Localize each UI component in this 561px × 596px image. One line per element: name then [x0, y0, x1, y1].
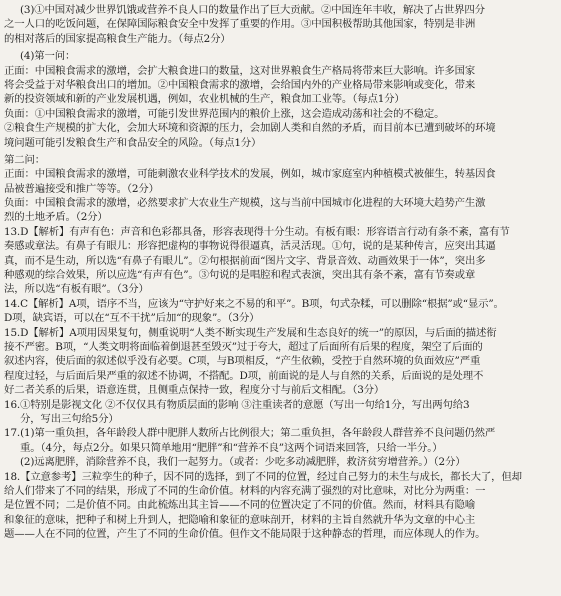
- text-line: 16.①特别是影视文化 ②不仅仅具有物质层面的影响 ③注重读者的意愿（写出一句给1分，写出两句给3: [4, 398, 470, 411]
- text-line: 负面：中国粮食需求的激增，必然要求扩大农业生产规模，这与当前中国城市化进程的大环境大趋势产生激: [4, 197, 486, 210]
- text-line: 15.D【解析】A项用因果复句，侧重说明“人类不断实现生产发展和生态良好的统一”的原因，与后面的描述衔: [4, 326, 497, 339]
- text-line: 之一人口的吃饭问题，在保障国际粮食安全中发挥了重要的作用。③中国积极帮助其他国家，特别是非洲: [4, 18, 476, 31]
- text-line: 新的投资领域和新的产业发展机遇，例如，农业机械的生产，粮食加工业等。（每点1分）: [4, 93, 405, 106]
- text-line: 将会受益于对华粮食出口的增加。②中国粮食需求的激增，会给国内外的产业格局带来影响或变化，带来: [4, 78, 476, 91]
- text-line: 重。（4分，每点2分。如果只简单地用“肥胖”和“营养不良”这两个词语来回答，只给一半分。）: [20, 441, 443, 454]
- text-line: 14.C【解析】A项，语序不当，应该为“守护好来之不易的和平”。B项，句式杂糅，可以删除“根据”或“显示”。: [4, 297, 504, 310]
- text-line: 正面：中国粮食需求的激增，可能刺激农业科学技术的发展，例如，城市家庭室内种植模式被催生，转基因食: [4, 168, 496, 181]
- text-line: 烈的土地矛盾。（2分）: [4, 211, 108, 224]
- text-line: 和象征的意味，把种子和树上升到人，把隐喻和象征的意味剖开，材料的主旨自然就升华为文章的中心主: [4, 513, 476, 526]
- text-line: D项，缺宾语，可以在“互不干扰”后加“的现象”。（3分）: [4, 312, 260, 325]
- text-line: 法，所以选“有板有眼”。（3分）: [4, 283, 149, 296]
- text-line: (2)远离肥胖，消除营养不良，我们一起努力。（或者：少吃多动减肥胖，救济贫穷增营养。）（2分）: [20, 456, 466, 469]
- text-line: (3)①中国对减少世界饥饿或营养不良人口的数量作出了巨大贡献。②中国连年丰收，解决了占世界四分: [20, 4, 485, 16]
- text-line: ②粮食生产规模的扩大化，会加大环境和资源的压力，会加剧人类和自然的矛盾，而目前本已遭到破坏的环境: [4, 122, 496, 135]
- text-line: 叙述内容，使后面的叙述似乎没有必要。C项，与B项相反，“产生依赖，受控于自然环境的负面效应”严重: [4, 355, 481, 368]
- text-line: 正面：中国粮食需求的激增，会扩大粮食进口的数量，这对世界粮食生产格局将带来巨大影响。许多国家: [4, 64, 476, 77]
- text-line: 品被普遍接受和推广等等。（2分）: [4, 182, 159, 195]
- text-line: 负面：①中国粮食需求的激增，可能引发世界范围内的粮价上涨，这会造成动荡和社会的不稳定。: [4, 107, 445, 120]
- text-line: 真，而不是生动，所以选“有鼻子有眼儿”。②句根据前面“图片文字、背景音效、动画效果于一体”，突出多: [4, 254, 486, 267]
- text-line: 给人们带来了不同的结果，形成了不同的生命价值。材料的内容充满了强烈的对比意味，对比分为两重：一: [4, 484, 486, 497]
- text-line: 是位置不同；二是价值不同。由此梳炼出其主旨——不同的位置决定了不同的价值。然而，材料具有隐喻: [4, 499, 476, 512]
- text-line: 接不严密。B项，“人类文明将面临着倒退甚至毁灭”过于夸大，超过了后面所有后果的程度，架空了后面的: [4, 340, 483, 353]
- text-line: 奏感或章法。有鼻子有眼儿：形容把虚构的事物说得很逼真，活灵活现。①句，说的是某种传言，应突出其逼: [4, 240, 496, 253]
- text-line: 程度过轻，与后面后果严重的叙述不协调，不搭配。D项，前面说的是人与自然的关系，后面说的是处理不: [4, 369, 484, 382]
- text-line: 的相对落后的国家提高粮食生产能力。（每点2分）: [4, 32, 231, 45]
- text-line: 17.(1)第一重负担，各年龄段人群中肥胖人数所占比例很大；第二重负担，各年龄段人群营养不良问题仍然严: [4, 427, 496, 440]
- text-line: 第二问：: [4, 153, 45, 166]
- text-line: 13.D【解析】有声有色：声音和色彩都具备，形容表现得十分生动。有板有眼：形容语言行动有条不紊，富有节: [4, 225, 510, 238]
- text-line: 好二者关系的后果，语意连贯，且侧重点保持一致，程度分寸与前后文相配。（3分）: [4, 384, 385, 397]
- text-line: 题——人在不同的位置，产生了不同的生命价值。但作文不能局限于这种静态的哲理，而应体现人的作为。: [4, 528, 486, 541]
- text-line: (4)第一问：: [20, 50, 76, 63]
- text-line: 18.【立意参考】三粒孪生的种子，因不同的选择，到了不同的位置，经过自己努力的未生与成长，都长大了，但却: [4, 470, 522, 483]
- text-line: 境问题可能引发粮食生产和食品安全的风险。（每点1分）: [4, 136, 262, 149]
- text-line: 种感观的综合效果，所以应选“有声有色”。③句说的是唱腔和程式表演，突出其有条不紊，富有节奏或章: [4, 269, 476, 282]
- text-line: 分，写出三句给5分）: [20, 412, 119, 425]
